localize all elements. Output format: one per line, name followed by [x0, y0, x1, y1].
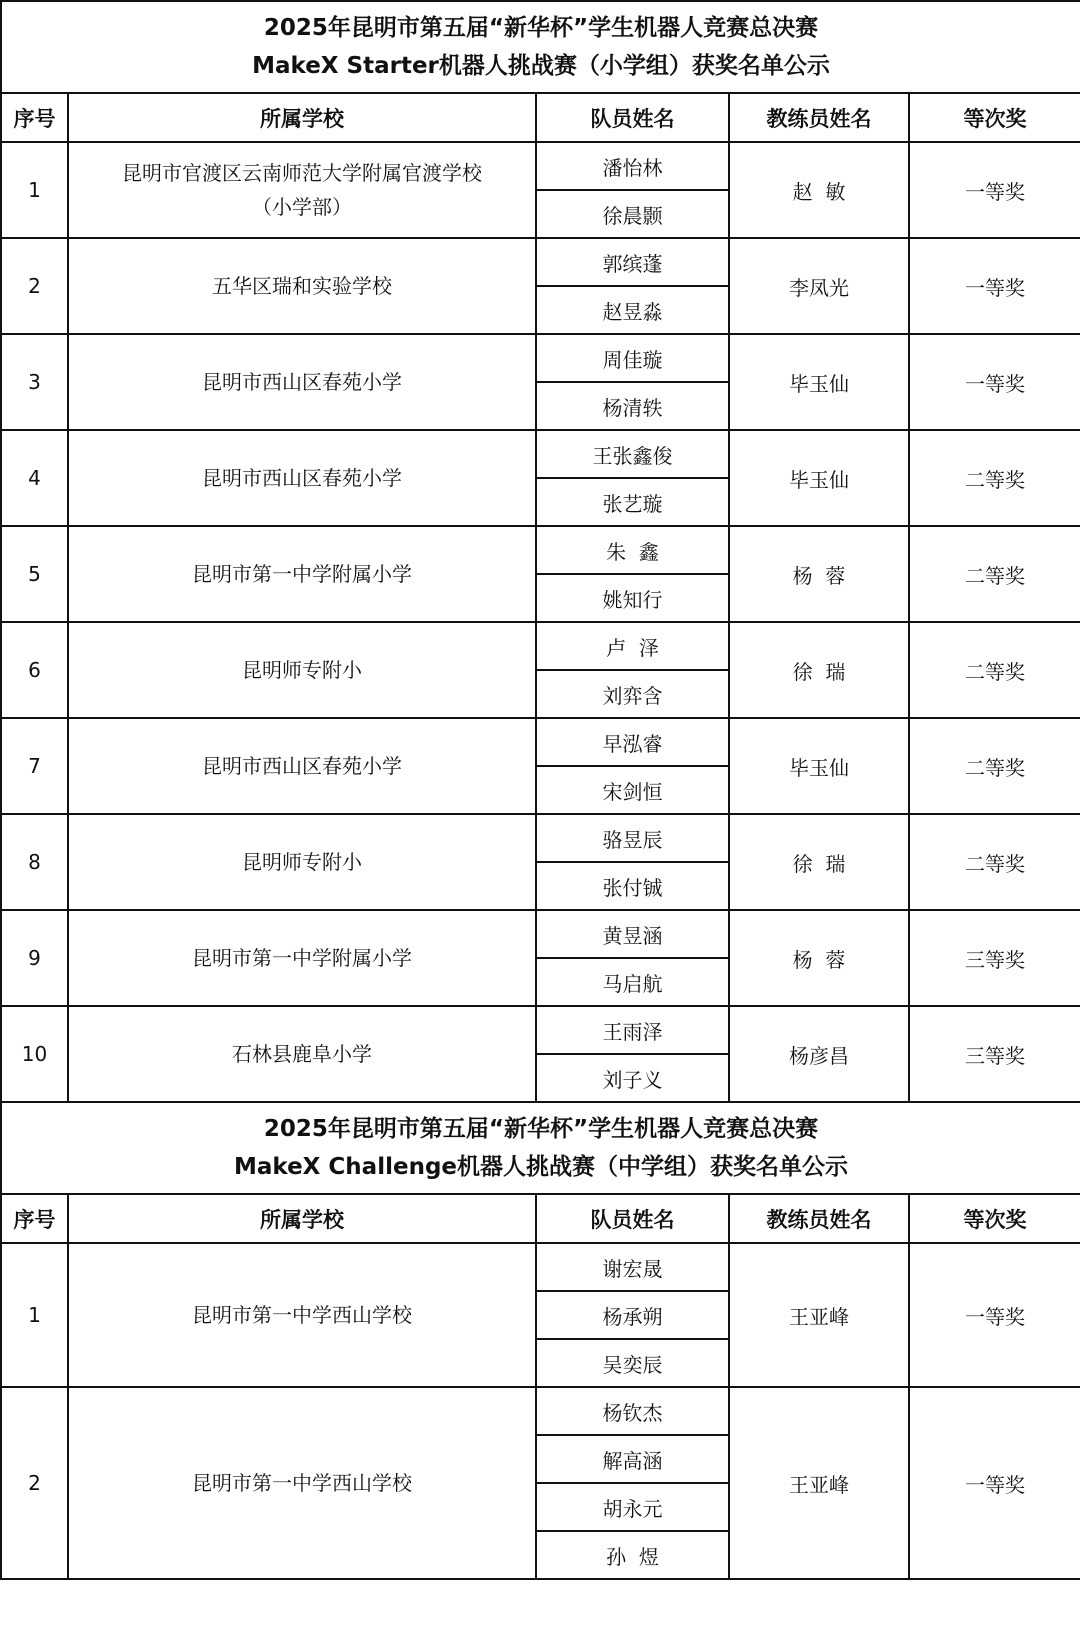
row-index: 8 — [1, 814, 68, 910]
row-index: 1 — [1, 142, 68, 238]
coach-name: 徐 瑞 — [729, 814, 909, 910]
row-index: 3 — [1, 334, 68, 430]
award-level: 二等奖 — [909, 718, 1080, 814]
row-index: 6 — [1, 622, 68, 718]
table-row — [1, 142, 1080, 190]
award-level: 一等奖 — [909, 1243, 1080, 1387]
member-name: 吴奕辰 — [536, 1339, 729, 1387]
header-row — [1, 93, 1080, 142]
member-name: 周佳璇 — [536, 334, 729, 382]
row-index: 9 — [1, 910, 68, 1006]
member-name: 解高涵 — [536, 1435, 729, 1483]
school-name: 昆明市西山区春苑小学 — [68, 334, 536, 430]
member-name: 孙 煜 — [536, 1531, 729, 1579]
award-level: 二等奖 — [909, 526, 1080, 622]
school-name: 昆明市官渡区云南师范大学附属官渡学校 （小学部） — [68, 142, 536, 238]
table-row — [1, 718, 1080, 766]
coach-name: 王亚峰 — [729, 1387, 909, 1579]
member-name: 刘子义 — [536, 1054, 729, 1102]
member-name: 胡永元 — [536, 1483, 729, 1531]
school-name: 石林县鹿阜小学 — [68, 1006, 536, 1102]
row-index: 2 — [1, 238, 68, 334]
row-index: 4 — [1, 430, 68, 526]
coach-name: 毕玉仙 — [729, 334, 909, 430]
award-level: 二等奖 — [909, 814, 1080, 910]
school-name: 昆明师专附小 — [68, 814, 536, 910]
member-name: 早泓睿 — [536, 718, 729, 766]
header-index: 序号 — [1, 93, 68, 142]
member-name: 宋剑恒 — [536, 766, 729, 814]
member-name: 谢宏晟 — [536, 1243, 729, 1291]
section-title-row — [1, 1, 1080, 93]
member-name: 杨承朔 — [536, 1291, 729, 1339]
school-name: 昆明市第一中学附属小学 — [68, 526, 536, 622]
header-coach: 教练员姓名 — [729, 93, 909, 142]
member-name: 张付铖 — [536, 862, 729, 910]
award-level: 二等奖 — [909, 622, 1080, 718]
row-index: 5 — [1, 526, 68, 622]
member-name: 潘怡林 — [536, 142, 729, 190]
member-name: 黄昱涵 — [536, 910, 729, 958]
header-row — [1, 1194, 1080, 1243]
table-row — [1, 814, 1080, 862]
award-level: 一等奖 — [909, 238, 1080, 334]
header-school: 所属学校 — [68, 93, 536, 142]
header-award: 等次奖 — [909, 93, 1080, 142]
school-name: 昆明市第一中学西山学校 — [68, 1243, 536, 1387]
award-level: 二等奖 — [909, 430, 1080, 526]
award-level: 一等奖 — [909, 1387, 1080, 1579]
coach-name: 王亚峰 — [729, 1243, 909, 1387]
coach-name: 赵 敏 — [729, 142, 909, 238]
award-level: 三等奖 — [909, 1006, 1080, 1102]
title-line-1: 2025年昆明市第五届“新华杯”学生机器人竞赛总决赛 — [263, 15, 819, 41]
table-row — [1, 430, 1080, 478]
member-name: 马启航 — [536, 958, 729, 1006]
table-row — [1, 1387, 1080, 1435]
award-level: 一等奖 — [909, 334, 1080, 430]
member-name: 朱 鑫 — [536, 526, 729, 574]
row-index: 7 — [1, 718, 68, 814]
header-school: 所属学校 — [68, 1194, 536, 1243]
coach-name: 杨 蓉 — [729, 526, 909, 622]
row-index: 10 — [1, 1006, 68, 1102]
header-award: 等次奖 — [909, 1194, 1080, 1243]
row-index: 2 — [1, 1387, 68, 1579]
coach-name: 李凤光 — [729, 238, 909, 334]
member-name: 徐晨颢 — [536, 190, 729, 238]
title-line-2: MakeX Starter机器人挑战赛（小学组）获奖名单公示 — [252, 53, 830, 79]
school-name: 昆明市西山区春苑小学 — [68, 718, 536, 814]
member-name: 王张鑫俊 — [536, 430, 729, 478]
member-name: 张艺璇 — [536, 478, 729, 526]
member-name: 杨清轶 — [536, 382, 729, 430]
school-name: 昆明市第一中学附属小学 — [68, 910, 536, 1006]
member-name: 赵昱淼 — [536, 286, 729, 334]
member-name: 杨钦杰 — [536, 1387, 729, 1435]
coach-name: 毕玉仙 — [729, 718, 909, 814]
member-name: 郭缤蓬 — [536, 238, 729, 286]
header-coach: 教练员姓名 — [729, 1194, 909, 1243]
school-name: 昆明市西山区春苑小学 — [68, 430, 536, 526]
table-row — [1, 1243, 1080, 1291]
school-name: 五华区瑞和实验学校 — [68, 238, 536, 334]
member-name: 姚知行 — [536, 574, 729, 622]
school-name: 昆明师专附小 — [68, 622, 536, 718]
title-line-1: 2025年昆明市第五届“新华杯”学生机器人竞赛总决赛 — [263, 1116, 819, 1142]
coach-name: 徐 瑞 — [729, 622, 909, 718]
member-name: 刘弈含 — [536, 670, 729, 718]
title-line-2: MakeX Challenge机器人挑战赛（中学组）获奖名单公示 — [234, 1154, 849, 1180]
member-name: 王雨泽 — [536, 1006, 729, 1054]
section-title — [1, 1, 1080, 93]
school-name: 昆明市第一中学西山学校 — [68, 1387, 536, 1579]
section-title — [1, 1102, 1080, 1194]
member-name: 骆昱辰 — [536, 814, 729, 862]
table-row — [1, 334, 1080, 382]
award-level: 三等奖 — [909, 910, 1080, 1006]
table-row — [1, 1006, 1080, 1054]
coach-name: 毕玉仙 — [729, 430, 909, 526]
award-level: 一等奖 — [909, 142, 1080, 238]
row-index: 1 — [1, 1243, 68, 1387]
table-row — [1, 526, 1080, 574]
table-row — [1, 238, 1080, 286]
member-name: 卢 泽 — [536, 622, 729, 670]
section-title-row — [1, 1102, 1080, 1194]
coach-name: 杨彦昌 — [729, 1006, 909, 1102]
header-index: 序号 — [1, 1194, 68, 1243]
table-row — [1, 910, 1080, 958]
coach-name: 杨 蓉 — [729, 910, 909, 1006]
table-row — [1, 622, 1080, 670]
header-members: 队员姓名 — [536, 1194, 729, 1243]
header-members: 队员姓名 — [536, 93, 729, 142]
